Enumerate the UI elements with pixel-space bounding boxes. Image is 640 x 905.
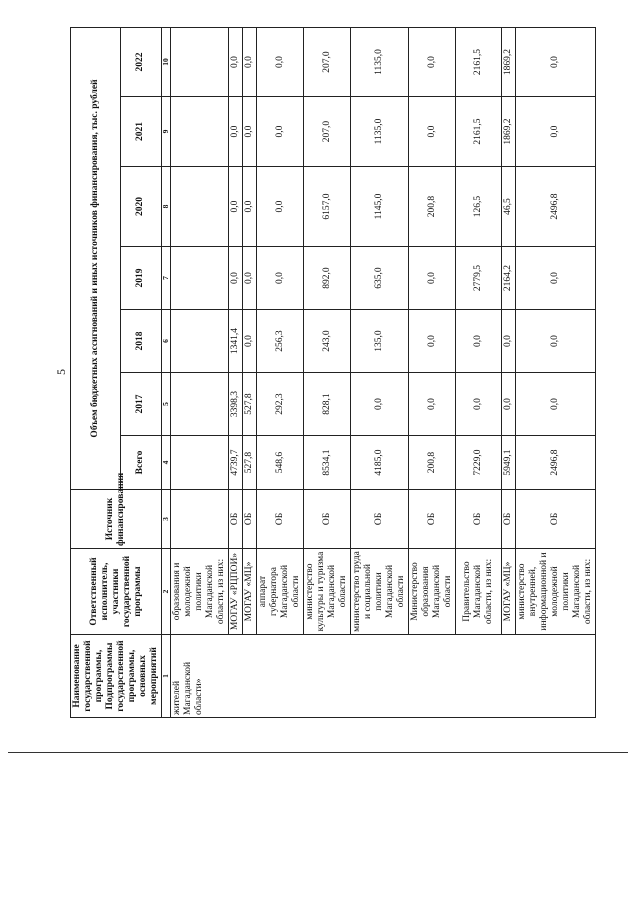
value-cell: 126,5 — [456, 167, 502, 247]
column-index: 1 — [162, 635, 171, 718]
executor-cell: МОГАУ «МЦ» — [502, 549, 516, 635]
value-cell: 1135,0 — [351, 97, 409, 167]
value-cell: 4739,7 — [229, 436, 243, 490]
value-cell: 0,0 — [409, 97, 456, 167]
table-row — [229, 27, 243, 717]
value-cell: 0,0 — [409, 27, 456, 96]
column-index: 9 — [162, 97, 171, 167]
value-cell: 2779,5 — [456, 247, 502, 310]
executor-cell: Министерство образования Магаданской области — [409, 549, 456, 635]
value-cell: 3398,3 — [229, 373, 243, 436]
value-cell: 2164,2 — [502, 247, 516, 310]
value-cell: 0,0 — [516, 27, 596, 96]
value-cell: 135,0 — [351, 310, 409, 373]
executor-cell: МОГАУ «РЦПОИ» — [229, 549, 243, 635]
source-cell: ОБ — [351, 490, 409, 549]
column-index: 6 — [162, 310, 171, 373]
table-row — [502, 27, 516, 717]
value-cell: 0,0 — [516, 247, 596, 310]
value-cell: 0,0 — [516, 373, 596, 436]
value-cell: 635,0 — [351, 247, 409, 310]
value-cell: 0,0 — [409, 373, 456, 436]
value-cell: 0,0 — [229, 27, 243, 96]
header-year: 2018 — [120, 310, 161, 373]
executor-cell: министерство культуры и туризма Магаданской области — [304, 549, 351, 635]
table-row — [171, 27, 229, 717]
column-index: 2 — [162, 549, 171, 635]
value-cell: 0,0 — [243, 167, 257, 247]
value-cell: 2161,5 — [456, 97, 502, 167]
value-cell — [171, 167, 229, 247]
rotated-page-area — [52, 28, 593, 718]
value-cell: 0,0 — [257, 167, 304, 247]
source-cell: ОБ — [304, 490, 351, 549]
value-cell: 207,0 — [304, 27, 351, 96]
column-index: 7 — [162, 247, 171, 310]
column-index: 3 — [162, 490, 171, 549]
header-year: 2019 — [120, 247, 161, 310]
value-cell: 0,0 — [502, 310, 516, 373]
value-cell: 2496,8 — [516, 436, 596, 490]
value-cell: 0,0 — [257, 247, 304, 310]
value-cell: 200,8 — [409, 167, 456, 247]
value-cell: 0,0 — [502, 373, 516, 436]
value-cell: 6157,0 — [304, 167, 351, 247]
header-total: Всего — [120, 436, 161, 490]
value-cell: 0,0 — [456, 310, 502, 373]
column-index: 10 — [162, 27, 171, 96]
value-cell — [171, 27, 229, 96]
value-cell: 0,0 — [243, 310, 257, 373]
table-row — [456, 27, 502, 717]
executor-cell: МОГАУ «МЦ» — [243, 549, 257, 635]
column-index: 8 — [162, 167, 171, 247]
value-cell: 46,5 — [502, 167, 516, 247]
value-cell: 2161,5 — [456, 27, 502, 96]
source-cell — [171, 490, 229, 549]
value-cell: 207,0 — [304, 97, 351, 167]
header-year: 2022 — [120, 27, 161, 96]
table-row — [304, 27, 351, 717]
value-cell — [171, 247, 229, 310]
value-cell: 2496,8 — [516, 167, 596, 247]
executor-cell: министерство труда и социальной политики Магаданской области — [351, 549, 409, 635]
value-cell: 0,0 — [456, 373, 502, 436]
value-cell — [171, 373, 229, 436]
value-cell: 548,6 — [257, 436, 304, 490]
value-cell: 0,0 — [409, 310, 456, 373]
column-index: 5 — [162, 373, 171, 436]
header-name: Наименование государственной программы, Подпрограммы государственной программы, основных мероприятий — [71, 635, 162, 718]
value-cell: 5949,1 — [502, 436, 516, 490]
executor-cell: министерство внутренней, информационной и молодежной политики Магаданской области, из них: — [516, 549, 596, 635]
value-cell: 256,3 — [257, 310, 304, 373]
value-cell: 243,0 — [304, 310, 351, 373]
value-cell: 1145,0 — [351, 167, 409, 247]
value-cell — [171, 310, 229, 373]
value-cell: 1869,2 — [502, 97, 516, 167]
value-cell: 0,0 — [229, 167, 243, 247]
source-cell: ОБ — [409, 490, 456, 549]
value-cell: 0,0 — [516, 97, 596, 167]
value-cell: 892,0 — [304, 247, 351, 310]
source-cell: ОБ — [229, 490, 243, 549]
value-cell: 292,3 — [257, 373, 304, 436]
value-cell: 200,8 — [409, 436, 456, 490]
value-cell — [171, 436, 229, 490]
program-name: жителей Магаданской области» — [171, 635, 596, 718]
column-index: 4 — [162, 436, 171, 490]
value-cell: 0,0 — [229, 97, 243, 167]
value-cell: 527,8 — [243, 436, 257, 490]
value-cell: 0,0 — [351, 373, 409, 436]
value-cell: 8534,1 — [304, 436, 351, 490]
header-year: 2020 — [120, 167, 161, 247]
financing-table — [70, 27, 596, 718]
table-row — [351, 27, 409, 717]
source-cell: ОБ — [502, 490, 516, 549]
table-row — [409, 27, 456, 717]
value-cell: 527,8 — [243, 373, 257, 436]
value-cell: 0,0 — [257, 97, 304, 167]
page-number: 5 — [54, 369, 68, 375]
rotated-content — [52, 28, 593, 718]
value-cell: 1135,0 — [351, 27, 409, 96]
executor-cell: аппарат губернатора Магаданской области — [257, 549, 304, 635]
value-cell: 7229,0 — [456, 436, 502, 490]
horizontal-divider — [8, 752, 628, 753]
table-row — [257, 27, 304, 717]
header-source: Источник финансирования — [71, 490, 162, 549]
executor-cell: Правительство Магаданской области, из них: — [456, 549, 502, 635]
value-cell: 0,0 — [409, 247, 456, 310]
value-cell: 0,0 — [516, 310, 596, 373]
source-cell: ОБ — [257, 490, 304, 549]
value-cell: 4185,0 — [351, 436, 409, 490]
executor-cell: образования и молодежной политики Магаданской области, из них: — [171, 549, 229, 635]
value-cell: 828,1 — [304, 373, 351, 436]
header-year: 2017 — [120, 373, 161, 436]
value-cell: 1341,4 — [229, 310, 243, 373]
table-row — [243, 27, 257, 717]
value-cell: 0,0 — [243, 247, 257, 310]
source-cell: ОБ — [456, 490, 502, 549]
table-row — [516, 27, 596, 717]
value-cell: 1869,2 — [502, 27, 516, 96]
value-cell — [171, 97, 229, 167]
value-cell: 0,0 — [243, 97, 257, 167]
source-cell: ОБ — [243, 490, 257, 549]
header-year: 2021 — [120, 97, 161, 167]
value-cell: 0,0 — [229, 247, 243, 310]
header-executor: Ответственный исполнитель, участники государственной программы — [71, 549, 162, 635]
header-volume: Объем бюджетных ассигнований и иных источников финансирования, тыс. рублей — [71, 27, 121, 489]
value-cell: 0,0 — [243, 27, 257, 96]
source-cell: ОБ — [516, 490, 596, 549]
value-cell: 0,0 — [257, 27, 304, 96]
